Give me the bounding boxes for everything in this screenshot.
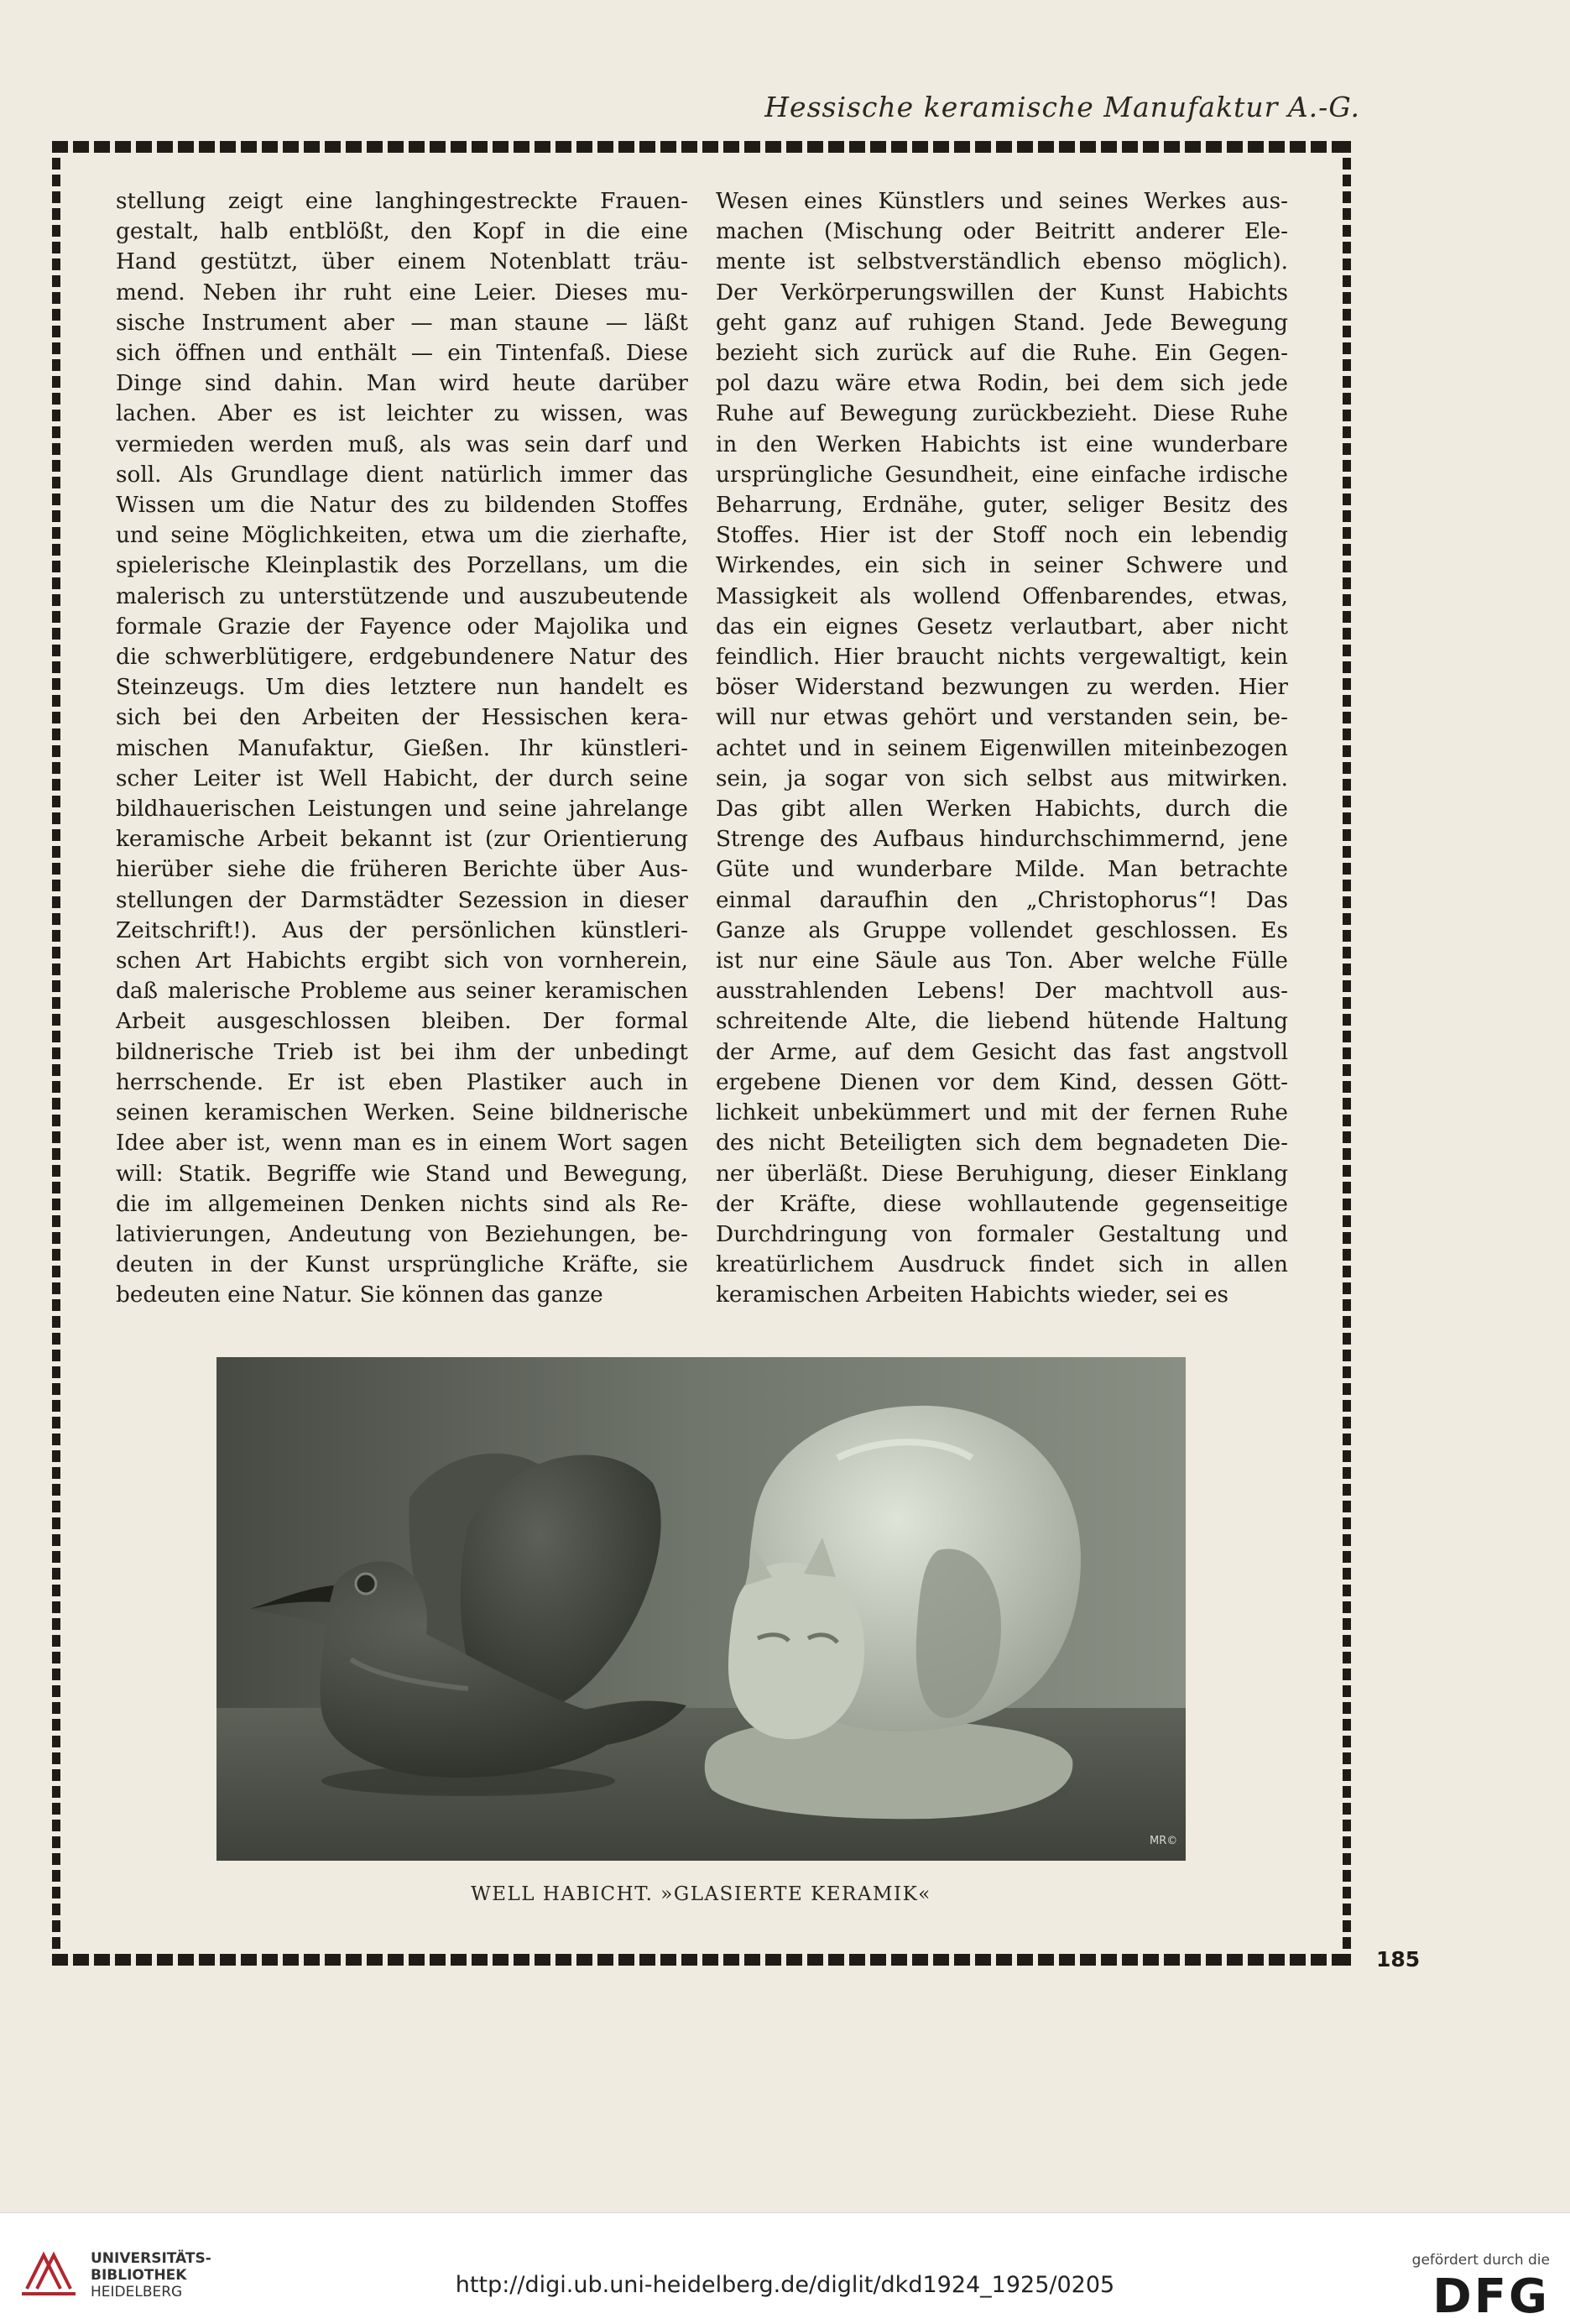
text-line: formale Grazie der Fayence oder Majolika und: [116, 614, 688, 640]
text-line: Ruhe auf Bewegung zurückbezieht. Diese Ruhe: [716, 401, 1288, 427]
text-line: Hand gestützt, über einem Notenblatt träu-: [116, 249, 688, 275]
library-name-line-3: HEIDELBERG: [91, 2284, 183, 2300]
text-line: vermieden werden muß, als was sein darf und: [116, 431, 688, 457]
text-line: sische Instrument aber — man staune — läßt: [116, 310, 688, 336]
text-line: die im allgemeinen Denken nichts sind als Re-: [116, 1191, 688, 1217]
text-line: der Kräfte, diese wohllautende gegenseitige: [716, 1191, 1288, 1217]
text-line: ner überläßt. Diese Beruhigung, dieser Einklang: [716, 1161, 1288, 1187]
text-line: Steinzeugs. Um dies letztere nun handelt es: [116, 675, 688, 701]
text-line: der Arme, auf dem Gesicht das fast angstvoll: [716, 1039, 1288, 1065]
frame-top-border: [52, 141, 1351, 153]
text-line: Beharrung, Erdnähe, guter, seliger Besitz des: [716, 493, 1288, 519]
frame-right-border: [1343, 141, 1351, 1966]
text-line: schreitende Alte, die liebend hütende Haltung: [716, 1009, 1288, 1035]
text-line: keramische Arbeit bekannt ist (zur Orientierung: [116, 827, 688, 853]
text-line: will nur etwas gehört und verstanden sein, be-: [716, 705, 1288, 731]
library-name-line-2: BIBLIOTHEK: [91, 2267, 187, 2284]
text-column-left: [116, 186, 688, 1311]
text-line: Idee aber ist, wenn man es in einem Wort sagen: [116, 1131, 688, 1157]
text-line: Zeitschrift!). Aus der persönlichen künstleri-: [116, 917, 688, 943]
text-line: böser Widerstand bezwungen zu werden. Hier: [716, 675, 1288, 701]
text-line: in den Werken Habichts ist eine wunderbare: [716, 431, 1288, 457]
text-line: herrschende. Er ist eben Plastiker auch in: [116, 1069, 688, 1095]
text-line: kreatürlichem Ausdruck findet sich in allen: [716, 1252, 1288, 1278]
text-line: bildnerische Trieb ist bei ihm der unbedingt: [116, 1039, 688, 1065]
ceramics-photograph: [216, 1357, 1186, 1861]
text-line: Dinge sind dahin. Man wird heute darüber: [116, 371, 688, 397]
text-line: deuten in der Kunst ursprüngliche Kräfte, sie: [116, 1252, 688, 1278]
text-line: bedeuten eine Natur. Sie können das ganze: [116, 1282, 603, 1308]
text-line: stellung zeigt eine langhingestreckte Frauen-: [116, 189, 688, 214]
text-line: malerisch zu unterstützende und auszubeutende: [116, 583, 688, 609]
text-line: Wesen eines Künstlers und seines Werkes aus-: [716, 189, 1288, 214]
text-line: ursprüngliche Gesundheit, eine einfache irdische: [716, 462, 1288, 488]
text-line: Strenge des Aufbaus hindurchschimmernd, jene: [716, 827, 1288, 853]
text-line: spielerische Kleinplastik des Porzellans, um die: [116, 553, 688, 579]
viewer-footer: [0, 2212, 1570, 2324]
text-line: das ein eignes Gesetz verlautbart, aber nicht: [716, 614, 1288, 640]
text-line: hierüber siehe die früheren Berichte über Aus-: [116, 857, 688, 883]
dfg-logo[interactable]: DFG: [1432, 2269, 1550, 2324]
text-line: die schwerblütigere, erdgebundenere Natur des: [116, 645, 688, 671]
running-head: Hessische keramische Manufaktur A.-G.: [764, 91, 1360, 123]
squirrel-head: [728, 1562, 864, 1739]
text-line: des nicht Beteiligten sich dem begnadeten Die-: [716, 1131, 1288, 1157]
text-line: lachen. Aber es ist leichter zu wissen, was: [116, 401, 688, 427]
text-line: soll. Als Grundlage dient natürlich immer das: [116, 462, 688, 488]
text-line: sein, ja sogar von sich selbst aus mitwirken.: [716, 765, 1288, 791]
text-line: Wirkendes, ein sich in seiner Schwere und: [716, 553, 1288, 579]
text-line: mischen Manufaktur, Gießen. Ihr künstleri-: [116, 735, 688, 761]
ceramics-photo-svg: [216, 1357, 1186, 1861]
text-line: feindlich. Hier braucht nichts vergewaltigt, kein: [716, 645, 1288, 671]
text-line: stellungen der Darmstädter Sezession in dieser: [116, 887, 688, 913]
text-line: will: Statik. Begriffe wie Stand und Bewegung,: [116, 1161, 688, 1187]
text-line: lichkeit unbekümmert und mit der fernen Ruhe: [716, 1100, 1288, 1126]
text-line: Durchdringung von formaler Gestaltung und: [716, 1221, 1288, 1247]
funded-by-label: gefördert durch die: [1411, 2252, 1550, 2269]
text-line: keramischen Arbeiten Habichts wieder, sei es: [716, 1282, 1229, 1308]
text-line: lativierungen, Andeutung von Beziehungen, be-: [116, 1221, 688, 1247]
text-line: sich öffnen und enthält — ein Tintenfaß. Diese: [116, 341, 688, 367]
text-line: bezieht sich zurück auf die Ruhe. Ein Gegen-: [716, 341, 1288, 367]
text-line: ergebene Dienen vor dem Kind, dessen Gött-: [716, 1069, 1288, 1095]
frame-bottom-border: [52, 1954, 1351, 1966]
library-name-line-1: UNIVERSITÄTS-: [91, 2250, 211, 2267]
text-line: ausstrahlenden Lebens! Der machtvoll aus-: [716, 979, 1288, 1005]
text-line: ist nur eine Säule aus Ton. Aber welche Fülle: [716, 948, 1288, 974]
text-line: daß malerische Probleme aus seiner keramischen: [116, 979, 688, 1005]
text-line: gestalt, halb entblößt, den Kopf in die eine: [116, 219, 688, 245]
photo-monogram: MR©: [1150, 1835, 1178, 1847]
text-line: sich bei den Arbeiten der Hessischen kera-: [116, 705, 688, 731]
text-line: mente ist selbstverständlich ebenso möglich).: [716, 249, 1288, 275]
text-line: machen (Mischung oder Beitritt anderer Ele-: [716, 219, 1288, 245]
text-line: und seine Möglichkeiten, etwa um die zierhafte,: [116, 523, 688, 549]
text-line: Güte und wunderbare Milde. Man betrachte: [716, 857, 1288, 883]
text-line: Stoffes. Hier ist der Stoff noch ein lebendig: [716, 523, 1288, 549]
figure-caption: WELL HABICHT. »GLASIERTE KERAMIK«: [471, 1883, 931, 1905]
text-column-right: [716, 186, 1288, 1311]
text-line: schen Art Habichts ergibt sich von vornherein,: [116, 948, 688, 974]
text-line: Das gibt allen Werken Habichts, durch die: [716, 796, 1288, 823]
bird-eye: [356, 1574, 376, 1594]
text-line: achtet und in seinem Eigenwillen miteinbezogen: [716, 735, 1288, 761]
squirrel-base: [705, 1720, 1073, 1819]
text-line: seinen keramischen Werken. Seine bildnerische: [116, 1100, 688, 1126]
document-url-link[interactable]: http://digi.ub.uni-heidelberg.de/diglit/dkd1924_1925/0205: [455, 2272, 1115, 2298]
text-line: Wissen um die Natur des zu bildenden Stoffes: [116, 493, 688, 519]
page-number: 185: [1376, 1947, 1421, 1971]
text-line: Arbeit ausgeschlossen bleiben. Der formal: [116, 1009, 688, 1035]
text-line: einmal daraufhin den „Christophorus“! Das: [716, 887, 1288, 913]
text-line: scher Leiter ist Well Habicht, der durch seine: [116, 765, 688, 791]
text-line: pol dazu wäre etwa Rodin, bei dem sich jede: [716, 371, 1288, 397]
text-line: Ganze als Gruppe vollendet geschlossen. Es: [716, 917, 1288, 943]
text-line: Massigkeit als wollend Offenbarendes, etwas,: [716, 583, 1288, 609]
text-line: Der Verkörperungswillen der Kunst Habichts: [716, 279, 1288, 306]
frame-left-border: [52, 141, 60, 1966]
text-line: bildhauerischen Leistungen und seine jahrelange: [116, 796, 688, 823]
text-line: mend. Neben ihr ruht eine Leier. Dieses mu-: [116, 279, 688, 306]
text-line: geht ganz auf ruhigen Stand. Jede Bewegung: [716, 310, 1288, 336]
